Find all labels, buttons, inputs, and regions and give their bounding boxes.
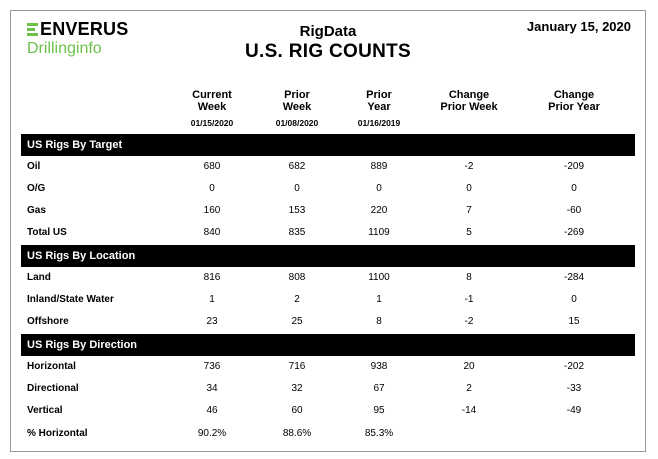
column-header-change-prior-year: Change Prior Year — [548, 89, 600, 113]
table-row-og: O/G 0 0 0 0 0 — [27, 183, 577, 194]
column-header-prior-week: Prior Week 01/08/2020 — [275, 89, 319, 128]
table-row-inland-state-water: Inland/State Water 1 2 1 -1 0 — [27, 294, 577, 305]
logo-wordmark: ENVERUS — [40, 19, 129, 39]
report-title: U.S. RIG COUNTS — [244, 41, 411, 62]
column-header-prior-year: Prior Year 01/16/2019 — [357, 89, 401, 128]
table-row-oil: Oil 680 682 889 -2 -209 — [27, 161, 584, 172]
logo-subbrand: Drillinginfo — [27, 40, 102, 57]
table-row-offshore: Offshore 23 25 8 -2 15 — [27, 316, 580, 327]
report-date: January 15, 2020 — [526, 19, 631, 34]
report-subtitle: RigData — [299, 23, 357, 40]
table-row-land: Land 816 808 1100 8 -284 — [27, 272, 584, 283]
table-row-percent-horizontal: % Horizontal 90.2% 88.6% 85.3% — [27, 428, 394, 439]
table-row-gas: Gas 160 153 220 7 -60 — [27, 205, 582, 216]
report-page — [10, 10, 646, 452]
table-row-horizontal: Horizontal 736 716 938 20 -202 — [27, 361, 584, 372]
table-row-vertical: Vertical 46 60 95 -14 -49 — [27, 405, 582, 416]
column-header-change-prior-week: Change Prior Week — [440, 89, 498, 113]
table-row-directional: Directional 34 32 67 2 -33 — [27, 383, 582, 394]
table-row-total-us: Total US 840 835 1109 5 -269 — [27, 227, 584, 238]
section-header-target: US Rigs By Target — [21, 134, 635, 156]
section-header-location: US Rigs By Location — [21, 245, 635, 267]
section-header-direction: US Rigs By Direction — [21, 334, 635, 356]
column-header-current-week: Current Week 01/15/2020 — [190, 89, 234, 128]
